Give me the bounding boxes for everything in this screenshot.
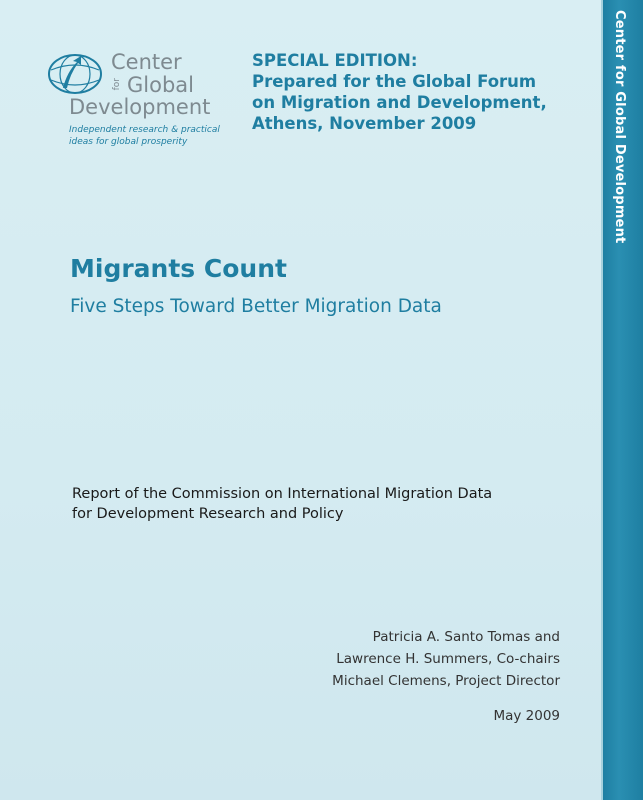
author-line: Michael Clemens, Project Director	[332, 673, 560, 689]
logo-tagline-line: ideas for global prosperity	[69, 137, 188, 147]
report-line: Report of the Commission on International Migration Data	[72, 486, 493, 502]
logo-text-global: Global	[127, 73, 194, 97]
special-edition-line: SPECIAL EDITION:	[252, 51, 418, 70]
book-spine	[603, 0, 643, 800]
special-edition-line: Athens, November 2009	[252, 114, 477, 133]
book-title: Migrants Count	[70, 254, 287, 283]
author-line: Lawrence H. Summers, Co-chairs	[336, 651, 560, 667]
report-line: for Development Research and Policy	[72, 506, 344, 522]
logo-tagline-line: Independent research & practical	[69, 125, 220, 135]
logo-text-development: Development	[69, 95, 211, 119]
logo-tagline	[69, 124, 239, 148]
authors-block	[200, 626, 560, 692]
special-edition-line: Prepared for the Global Forum	[252, 72, 537, 91]
author-line: Patricia A. Santo Tomas and	[372, 629, 560, 645]
publication-date: May 2009	[493, 708, 560, 724]
cgd-logo	[45, 48, 225, 148]
logo-text-for: for	[112, 78, 122, 91]
special-edition-note	[252, 50, 582, 134]
logo-text-center: Center	[111, 50, 182, 74]
report-description	[72, 484, 572, 524]
special-edition-line: on Migration and Development,	[252, 93, 547, 112]
spine-title: Center for Global Development	[612, 10, 627, 244]
book-subtitle: Five Steps Toward Better Migration Data	[70, 296, 442, 317]
